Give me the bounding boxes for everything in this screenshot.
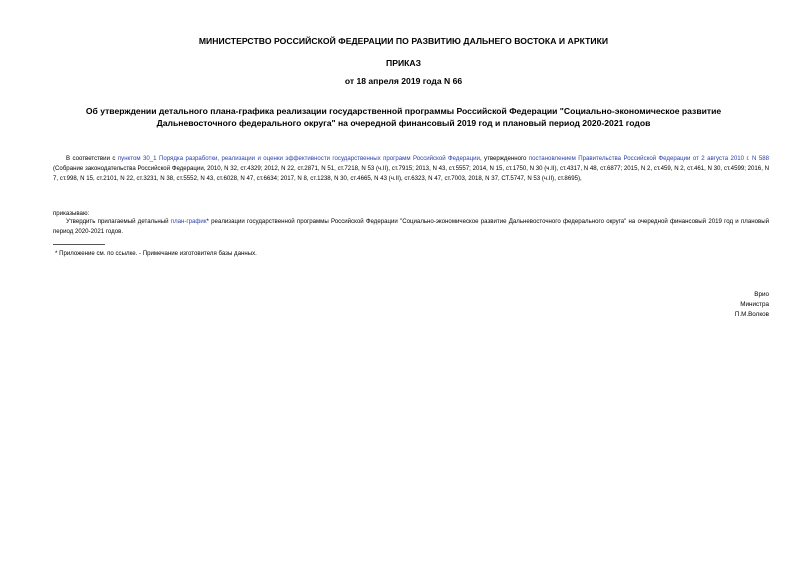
title-line-2: Дальневосточного федерального округа" на очередной финансовый 2019 год и плановый период 2020-2021 годов [156,118,651,128]
ministry-name: МИНИСТЕРСТВО РОССИЙСКОЙ ФЕДЕРАЦИИ ПО РАЗВИТИЮ ДАЛЬНЕГО ВОСТОКА И АРКТИКИ [198,36,609,46]
signature-name: П.М.Волков [734,311,769,318]
document-type: ПРИКАЗ [386,58,421,68]
order-paragraph [53,217,769,237]
footnote: * Приложение см. по ссылке. - Примечание изготовителя базы данных. [55,250,257,257]
procedure-link[interactable]: пунктом 30_1 Порядка разработки, реализации и оценки эффективности государственных программ Российской Федерации [117,155,480,162]
footnote-divider [53,244,105,245]
plan-schedule-link[interactable]: план-график [170,218,207,225]
title-line-1: Об утверждении детального плана-графика реализации государственной программы Российской Федерации "Социально-экономическое развитие [85,106,722,116]
signature-position: Министра [740,301,769,308]
signature-title: Врио [754,291,769,298]
order-start: Утвердить прилагаемый детальный [66,218,171,225]
preamble-mid: , утвержденного [479,155,529,162]
document-title [60,105,747,129]
resolution-link[interactable]: постановлением Правительства Российской Федерации от 2 августа 2010 г. N 588 [528,155,770,162]
order-end: * реализации государственной программы Российской Федерации "Социально-экономическое развитие Дальневосточного федерального округа" на очередной финансовый 2019 год и плановый период 2020-2021 годов. [53,218,769,235]
order-word: приказываю: [53,210,90,217]
document-date: от 18 апреля 2019 года N 66 [344,76,463,86]
preamble-end: (Собрание законодательства Российской Федерации, 2010, N 32, ст.4329; 2012, N 22, ст.2871, N 51, ст.7218, N 53 (ч.II), ст.7915; 2013, N 43, ст.5557; 2014, N 15, ст.1750, N 30 (ч.II), ст.4317, N 48, ст.6877; 2015, N 2, ст.459, N 2, ст.461, N 30, ст.4599; 2016, N 7, ст.998, N 15, ст.2101, N 22, ст.3231, N 38, ст.5552, N 43, ст.6028, N 47, ст.6634; 2017, N 8, ст.1238, N 30, ст.4665, N 43 (ч.II), ст.6323, N 47, ст.7003, 2018, N 37, СТ.5747, N 53 (ч.II), ст.8695), [53,165,769,182]
preamble-start: В соответствии с [66,155,118,162]
preamble-paragraph [53,154,769,184]
